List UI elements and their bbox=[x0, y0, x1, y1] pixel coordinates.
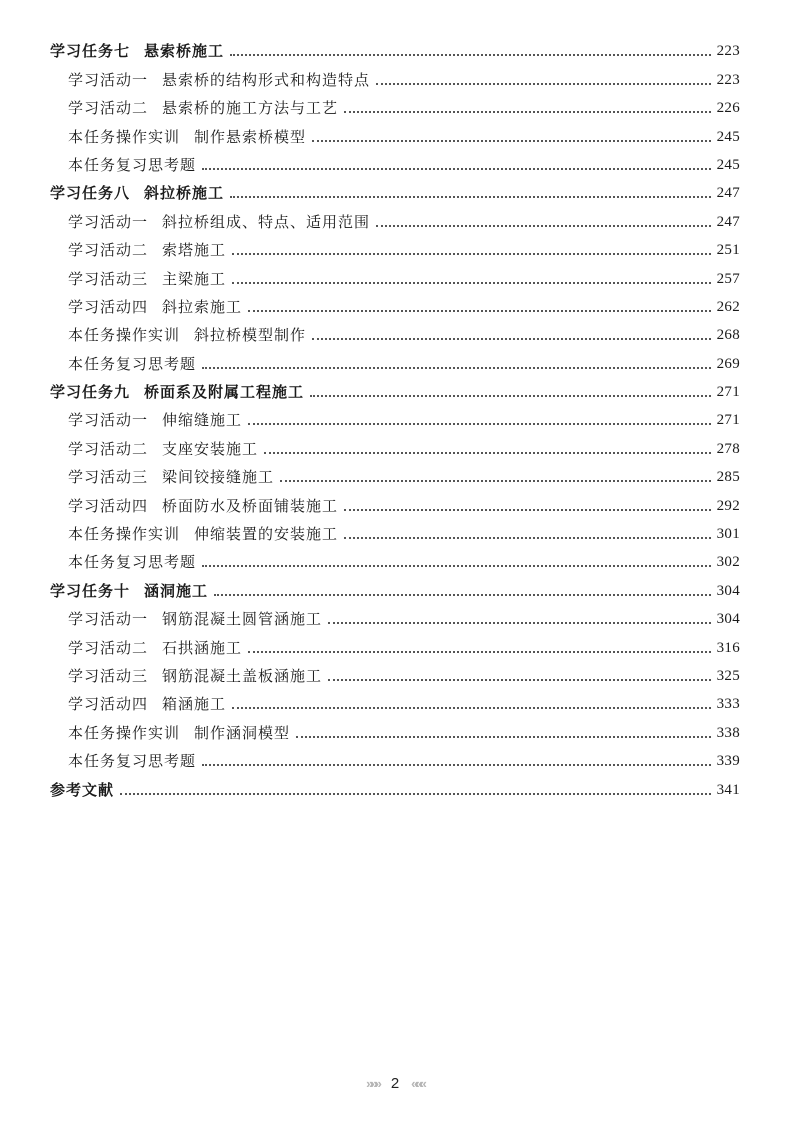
dot-leader bbox=[248, 423, 711, 425]
toc-page-number: 251 bbox=[716, 242, 740, 259]
page-footer bbox=[0, 1075, 790, 1092]
toc-page-number: 325 bbox=[716, 667, 740, 684]
toc-entry-label: 斜拉桥组成、特点、适用范围 bbox=[162, 212, 371, 231]
toc-entry-title bbox=[50, 183, 224, 203]
toc-entry-number: 学习活动三 bbox=[68, 468, 149, 487]
toc-entry-label: 钢筋混凝土圆管涵施工 bbox=[162, 610, 323, 629]
toc-section-entry[interactable] bbox=[50, 317, 740, 345]
toc-section-entry[interactable] bbox=[50, 487, 740, 515]
toc-entry-title bbox=[68, 723, 290, 743]
toc-entry-label: 斜拉桥模型制作 bbox=[194, 326, 307, 345]
toc-entry-label: 主梁施工 bbox=[162, 269, 227, 288]
dot-leader bbox=[376, 225, 711, 227]
toc-entry-number: 学习活动三 bbox=[68, 666, 149, 685]
page-number: 2 bbox=[390, 1075, 400, 1092]
dot-leader bbox=[328, 679, 711, 681]
table-of-contents bbox=[50, 33, 740, 800]
toc-chapter-entry[interactable] bbox=[50, 33, 740, 61]
toc-section-entry[interactable] bbox=[50, 516, 740, 544]
toc-page-number: 226 bbox=[716, 100, 740, 117]
toc-entry-number: 学习任务七 bbox=[50, 42, 131, 61]
toc-entry-title bbox=[68, 354, 196, 374]
dot-leader bbox=[248, 651, 711, 653]
toc-entry-label: 本任务复习思考题 bbox=[68, 752, 197, 771]
toc-page-number: 223 bbox=[716, 43, 740, 60]
dot-leader bbox=[202, 168, 711, 170]
toc-entry-title bbox=[68, 666, 322, 686]
toc-page-number: 262 bbox=[716, 298, 740, 315]
toc-page-number: 271 bbox=[716, 384, 740, 401]
toc-page-number: 302 bbox=[716, 554, 740, 571]
toc-page-number: 268 bbox=[716, 327, 740, 344]
toc-entry-title bbox=[68, 467, 274, 487]
toc-section-entry[interactable] bbox=[50, 147, 740, 175]
toc-entry-label: 斜拉索施工 bbox=[162, 297, 243, 316]
toc-section-entry[interactable] bbox=[50, 658, 740, 686]
dot-leader bbox=[310, 395, 711, 397]
toc-entry-label: 箱涵施工 bbox=[162, 695, 227, 714]
toc-section-entry[interactable] bbox=[50, 686, 740, 714]
toc-entry-label: 悬索桥施工 bbox=[144, 42, 225, 61]
dot-leader bbox=[230, 196, 711, 198]
toc-page-number: 341 bbox=[716, 781, 740, 798]
toc-page-number: 257 bbox=[716, 270, 740, 287]
toc-entry-title bbox=[68, 524, 338, 544]
toc-entry-title bbox=[50, 41, 224, 61]
toc-entry-label: 悬索桥的结构形式和构造特点 bbox=[162, 70, 371, 89]
toc-page-number: 271 bbox=[716, 412, 740, 429]
toc-section-entry[interactable] bbox=[50, 90, 740, 118]
toc-chapter-entry[interactable] bbox=[50, 175, 740, 203]
toc-page-number: 301 bbox=[716, 526, 740, 543]
toc-entry-title bbox=[50, 780, 114, 800]
toc-entry-label: 本任务复习思考题 bbox=[68, 553, 197, 572]
dot-leader bbox=[232, 253, 711, 255]
toc-page-number: 338 bbox=[716, 724, 740, 741]
toc-entry-label: 参考文献 bbox=[50, 780, 115, 799]
toc-page-number: 245 bbox=[716, 128, 740, 145]
toc-section-entry[interactable] bbox=[50, 629, 740, 657]
right-chevrons-icon: ««« bbox=[411, 1076, 424, 1091]
toc-entry-number: 学习活动一 bbox=[68, 212, 149, 231]
toc-section-entry[interactable] bbox=[50, 61, 740, 89]
toc-section-entry[interactable] bbox=[50, 430, 740, 458]
toc-entry-title bbox=[68, 638, 242, 658]
toc-page-number: 278 bbox=[716, 440, 740, 457]
toc-section-entry[interactable] bbox=[50, 260, 740, 288]
toc-entry-label: 制作悬索桥模型 bbox=[194, 127, 307, 146]
toc-entry-title bbox=[68, 240, 226, 260]
toc-entry-label: 制作涵洞模型 bbox=[194, 723, 291, 742]
toc-entry-label: 伸缩缝施工 bbox=[162, 411, 243, 430]
toc-entry-number: 学习活动二 bbox=[68, 638, 149, 657]
toc-entry-title bbox=[50, 382, 304, 402]
dot-leader bbox=[344, 509, 711, 511]
toc-entry-number: 学习任务九 bbox=[50, 383, 131, 402]
toc-entry-label: 桥面系及附属工程施工 bbox=[144, 383, 305, 402]
toc-entry-title bbox=[68, 609, 322, 629]
toc-section-entry[interactable] bbox=[50, 118, 740, 146]
toc-entry-title bbox=[68, 70, 370, 90]
dot-leader bbox=[328, 622, 711, 624]
toc-page-number: 333 bbox=[716, 696, 740, 713]
toc-entry-title bbox=[68, 496, 338, 516]
toc-page-number: 269 bbox=[716, 355, 740, 372]
toc-entry-number: 学习任务十 bbox=[50, 581, 131, 600]
toc-page-number: 304 bbox=[716, 582, 740, 599]
dot-leader bbox=[296, 736, 711, 738]
toc-entry-label: 索塔施工 bbox=[162, 241, 227, 260]
toc-entry-title bbox=[68, 297, 242, 317]
toc-entry-title bbox=[68, 155, 196, 175]
toc-entry-title bbox=[68, 98, 338, 118]
toc-section-entry[interactable] bbox=[50, 743, 740, 771]
toc-entry-label: 石拱涵施工 bbox=[162, 638, 243, 657]
toc-section-entry[interactable] bbox=[50, 203, 740, 231]
toc-entry-number: 学习活动一 bbox=[68, 70, 149, 89]
toc-entry-number: 本任务操作实训 bbox=[68, 326, 181, 345]
toc-section-entry[interactable] bbox=[50, 459, 740, 487]
dot-leader bbox=[232, 707, 711, 709]
toc-entry-number: 学习活动三 bbox=[68, 269, 149, 288]
dot-leader bbox=[344, 537, 711, 539]
toc-page-number: 339 bbox=[716, 753, 740, 770]
toc-entry-number: 学习活动二 bbox=[68, 99, 149, 118]
toc-entry-number: 本任务操作实训 bbox=[68, 127, 181, 146]
dot-leader bbox=[232, 282, 711, 284]
toc-entry-title bbox=[68, 269, 226, 289]
toc-entry-label: 悬索桥的施工方法与工艺 bbox=[162, 99, 339, 118]
toc-chapter-entry[interactable] bbox=[50, 771, 740, 799]
toc-section-entry[interactable] bbox=[50, 544, 740, 572]
toc-entry-label: 梁间铰接缝施工 bbox=[162, 468, 275, 487]
toc-entry-number: 学习活动二 bbox=[68, 241, 149, 260]
toc-entry-label: 涵洞施工 bbox=[144, 581, 209, 600]
toc-entry-number: 学习活动四 bbox=[68, 297, 149, 316]
dot-leader bbox=[376, 83, 711, 85]
dot-leader bbox=[120, 793, 711, 795]
toc-entry-title bbox=[68, 325, 306, 345]
toc-entry-number: 学习活动四 bbox=[68, 496, 149, 515]
toc-entry-title bbox=[50, 581, 208, 601]
dot-leader bbox=[248, 310, 711, 312]
toc-entry-title bbox=[68, 212, 370, 232]
toc-entry-title bbox=[68, 439, 258, 459]
toc-section-entry[interactable] bbox=[50, 289, 740, 317]
toc-page-number: 247 bbox=[716, 213, 740, 230]
toc-chapter-entry[interactable] bbox=[50, 572, 740, 600]
toc-entry-label: 钢筋混凝土盖板涵施工 bbox=[162, 666, 323, 685]
toc-entry-title bbox=[68, 410, 242, 430]
dot-leader bbox=[264, 452, 711, 454]
toc-entry-number: 学习任务八 bbox=[50, 184, 131, 203]
dot-leader bbox=[202, 367, 711, 369]
toc-section-entry[interactable] bbox=[50, 601, 740, 629]
toc-section-entry[interactable] bbox=[50, 232, 740, 260]
toc-entry-label: 支座安装施工 bbox=[162, 439, 259, 458]
toc-page-number: 245 bbox=[716, 156, 740, 173]
toc-page-number: 304 bbox=[716, 611, 740, 628]
toc-page-number: 223 bbox=[716, 71, 740, 88]
toc-section-entry[interactable] bbox=[50, 345, 740, 373]
toc-page-number: 285 bbox=[716, 469, 740, 486]
dot-leader bbox=[280, 480, 711, 482]
toc-entry-number: 学习活动二 bbox=[68, 439, 149, 458]
toc-entry-number: 学习活动一 bbox=[68, 610, 149, 629]
left-chevrons-icon: »»» bbox=[366, 1076, 379, 1091]
dot-leader bbox=[312, 338, 711, 340]
toc-entry-title bbox=[68, 127, 306, 147]
toc-entry-label: 本任务复习思考题 bbox=[68, 155, 197, 174]
toc-section-entry[interactable] bbox=[50, 402, 740, 430]
toc-chapter-entry[interactable] bbox=[50, 374, 740, 402]
toc-entry-label: 本任务复习思考题 bbox=[68, 354, 197, 373]
toc-entry-label: 桥面防水及桥面铺装施工 bbox=[162, 496, 339, 515]
dot-leader bbox=[230, 54, 711, 56]
toc-entry-label: 斜拉桥施工 bbox=[144, 184, 225, 203]
dot-leader bbox=[214, 594, 711, 596]
dot-leader bbox=[202, 764, 711, 766]
toc-entry-title bbox=[68, 694, 226, 714]
toc-section-entry[interactable] bbox=[50, 714, 740, 742]
toc-page-number: 316 bbox=[716, 639, 740, 656]
toc-entry-number: 本任务操作实训 bbox=[68, 525, 181, 544]
dot-leader bbox=[312, 140, 711, 142]
dot-leader bbox=[344, 111, 711, 113]
toc-page-number: 247 bbox=[716, 185, 740, 202]
toc-entry-title bbox=[68, 552, 196, 572]
toc-entry-number: 学习活动一 bbox=[68, 411, 149, 430]
toc-entry-label: 伸缩装置的安装施工 bbox=[194, 525, 339, 544]
dot-leader bbox=[202, 565, 711, 567]
toc-entry-title bbox=[68, 751, 196, 771]
toc-entry-number: 学习活动四 bbox=[68, 695, 149, 714]
toc-page-number: 292 bbox=[716, 497, 740, 514]
toc-entry-number: 本任务操作实训 bbox=[68, 723, 181, 742]
